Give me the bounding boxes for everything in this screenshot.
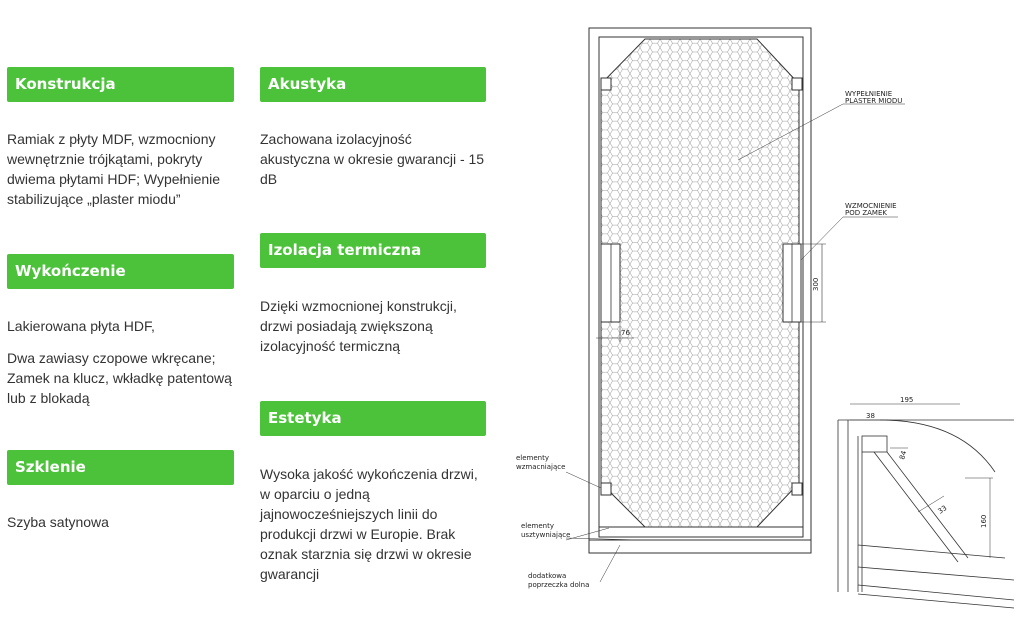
honeycomb-fill: [601, 39, 799, 527]
corner-block-tr: [792, 78, 802, 90]
header-wykonczenie: Wykończenie: [7, 254, 234, 289]
corner-block-br: [792, 483, 802, 495]
header-izolacja: Izolacja termiczna: [260, 233, 486, 268]
dim-300: 300: [812, 277, 820, 291]
dim-76: 76: [621, 329, 630, 337]
text-konstrukcja-p: Ramiak z płyty MDF, wzmocniony wewnętrznie trójkątami, pokryty dwiema płytami HDF; Wypełnienie stabilizujące „plaster miodu”: [7, 131, 221, 207]
dim-33: 33: [936, 503, 949, 516]
text-akustyka-p: Zachowana izolacyjność akustyczna w okresie gwarancji - 15 dB: [260, 131, 485, 187]
header-szklenie: Szklenie: [7, 450, 234, 485]
text-szklenie: [7, 512, 232, 539]
header-estetyka: Estetyka: [260, 401, 486, 436]
dim-38: 38: [866, 412, 875, 420]
text-wykonczenie-p1: Lakierowana płyta HDF,: [7, 318, 155, 334]
label-stiff-2: usztywniające: [521, 531, 571, 539]
text-konstrukcja: [7, 129, 232, 216]
text-izolacja: [260, 296, 470, 363]
label-lock-1: WZMOCNIENIE: [845, 202, 897, 210]
door-construction-drawing: [500, 0, 1024, 619]
text-estetyka-p: Wysoka jakość wykończenia drzwi, w oparciu o jedną jajnowocześniejszych linii do produkcji drzwi w Europie. Brak oznak starznia się drzwi w okresie gwarancji: [260, 466, 478, 582]
label-rail-1: dodatkowa: [528, 572, 567, 580]
header-akustyka: Akustyka: [260, 67, 486, 102]
dim-195: 195: [900, 396, 914, 404]
text-izolacja-p: Dzięki wzmocnionej konstrukcji, drzwi posiadają zwiększoną izolacyjność termiczną: [260, 298, 457, 354]
corner-block-bl: [601, 483, 611, 495]
label-fill-1: WYPEŁNIENIE: [845, 90, 893, 98]
text-wykonczenie: [7, 316, 232, 415]
text-szklenie-p: Szyba satynowa: [7, 514, 109, 530]
dim-160: 160: [980, 514, 988, 528]
dim-84: 84: [898, 449, 909, 461]
label-stiff-1: elementy: [521, 522, 555, 530]
label-lock-2: POD ZAMEK: [845, 209, 887, 217]
text-wykonczenie-p2: Dwa zawiasy czopowe wkręcane; Zamek na klucz, wkładkę patentową lub z blokadą: [7, 350, 232, 406]
label-fill-2: PLASTER MIODU: [845, 97, 903, 105]
header-konstrukcja: Konstrukcja: [7, 67, 234, 102]
text-akustyka: [260, 129, 485, 196]
label-reinf-2: wzmacniające: [516, 463, 566, 471]
label-reinf-1: elementy: [516, 454, 550, 462]
label-rail-2: poprzeczka dolna: [528, 581, 590, 589]
corner-detail: [838, 404, 1014, 608]
corner-block-tl: [601, 78, 611, 90]
text-estetyka: [260, 464, 482, 591]
lock-reinforcement-left: [601, 244, 620, 322]
